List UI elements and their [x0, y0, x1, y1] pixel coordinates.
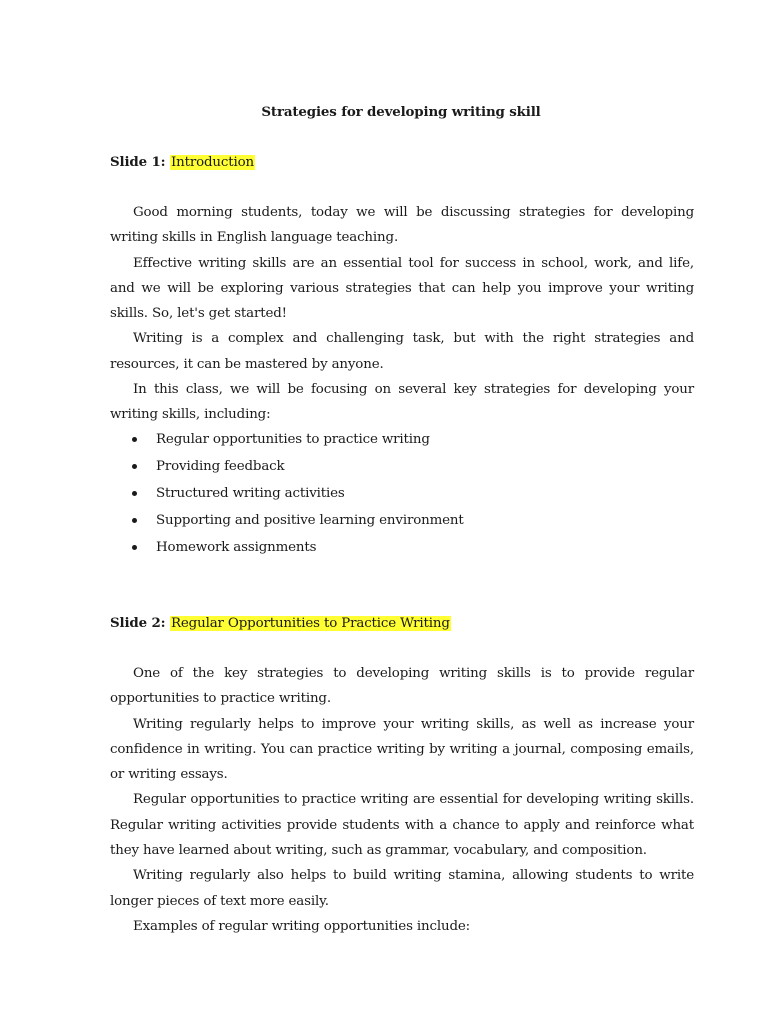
- paragraph: One of the key strategies to developing writing skills is to provide regular opportunities to practice writing.: [110, 666, 694, 707]
- slide-1-body: [110, 200, 694, 428]
- slide-1-label: Slide 1:: [110, 154, 166, 170]
- paragraph: Regular opportunities to practice writing are essential for developing writing skills. Regular writing activities provide students with a chance to apply and reinforce what they have learned about writing, such as grammar, vocabulary, and composition.: [110, 792, 694, 859]
- paragraph: Good morning students, today we will be discussing strategies for developing writing skills in English language teaching.: [110, 205, 694, 246]
- bullet-icon: [132, 491, 137, 496]
- list-item: Structured writing activities: [110, 480, 694, 507]
- slide-1-heading: [110, 152, 255, 173]
- bullet-icon: [132, 545, 137, 550]
- slide-2-label: Slide 2:: [110, 615, 166, 631]
- list-item: Homework assignments: [110, 534, 694, 561]
- examples-intro: Examples of regular writing opportunities include:: [133, 919, 471, 934]
- document-title: Strategies for developing writing skill: [261, 104, 541, 120]
- strategy-list: [110, 426, 694, 561]
- list-item: Supporting and positive learning environment: [110, 507, 694, 534]
- slide-2-heading: [110, 613, 451, 634]
- slide-2-body: [110, 661, 694, 914]
- bullet-icon: [132, 518, 137, 523]
- paragraph: Writing regularly helps to improve your writing skills, as well as increase your confidence in writing. You can practice writing by writing a journal, composing emails, or writing essays.: [110, 716, 694, 783]
- slide-2-title-highlight: Regular Opportunities to Practice Writing: [170, 616, 450, 631]
- paragraph: Writing regularly also helps to build writing stamina, allowing students to write longer pieces of text more easily.: [110, 868, 694, 909]
- paragraph: In this class, we will be focusing on several key strategies for developing your writing skills, including:: [110, 382, 694, 423]
- bullet-icon: [132, 437, 137, 442]
- bullet-icon: [132, 464, 137, 469]
- list-item: Providing feedback: [110, 453, 694, 480]
- list-item: Regular opportunities to practice writing: [110, 426, 694, 453]
- paragraph: Writing is a complex and challenging task, but with the right strategies and resources, it can be mastered by anyone.: [110, 331, 694, 372]
- slide-1-title-highlight: Introduction: [170, 155, 254, 170]
- paragraph: Effective writing skills are an essential tool for success in school, work, and life, and we will be exploring various strategies that can help you improve your writing skills. So, let's get started!: [110, 255, 694, 322]
